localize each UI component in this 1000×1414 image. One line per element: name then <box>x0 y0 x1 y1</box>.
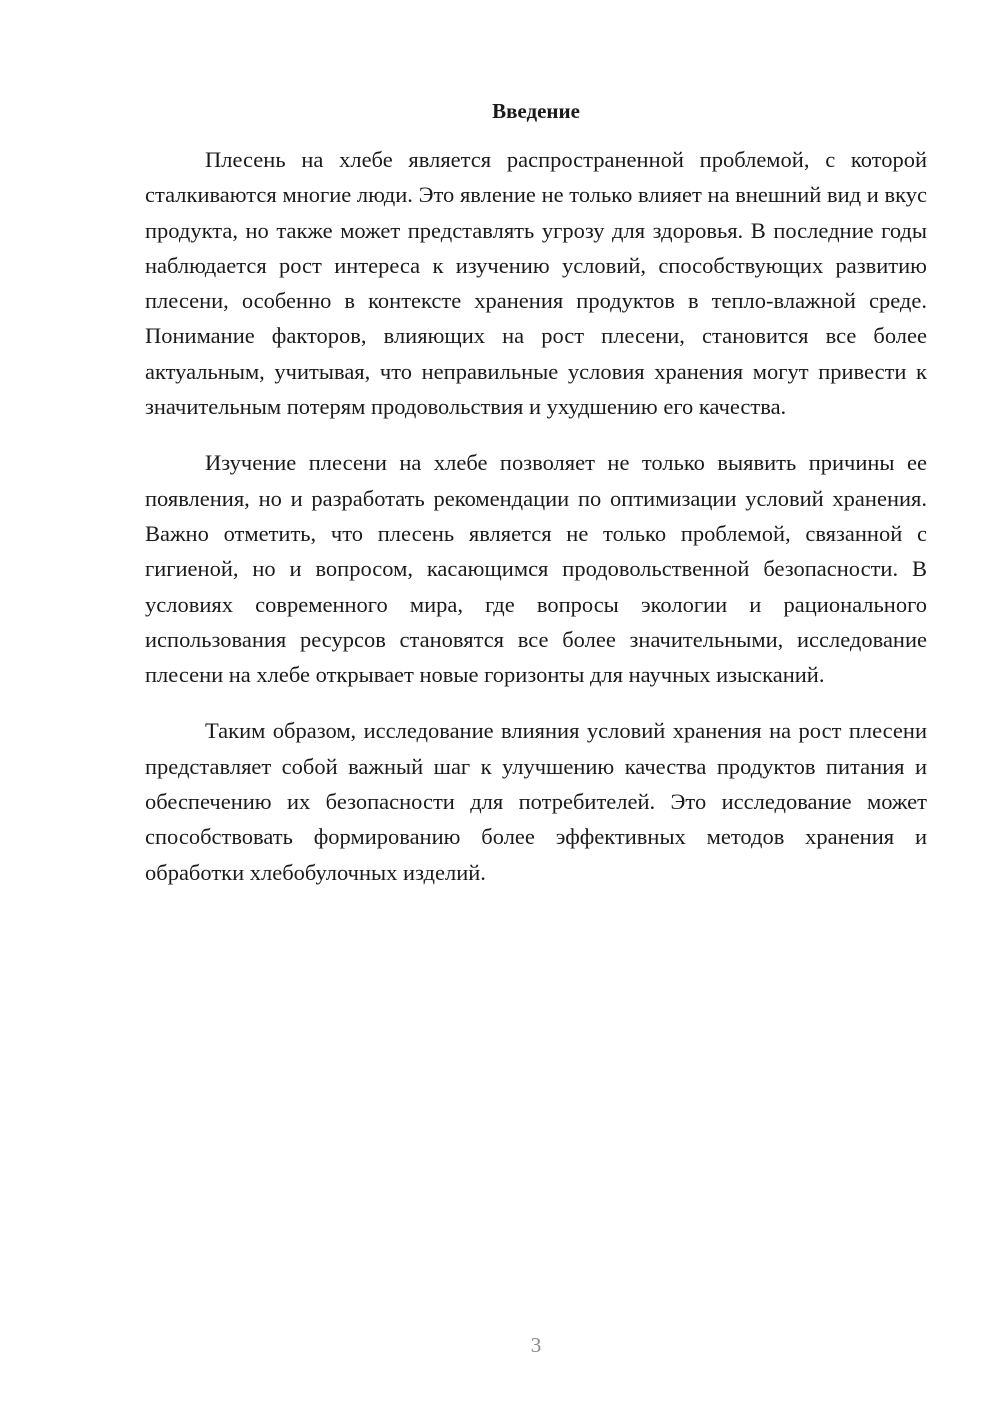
paragraph-3: Таким образом, исследование влияния условий хранения на рост плесени представляет собой важный шаг к улучшению качества продуктов питания и обеспечению их безопасности для потребителей. Это исследование может способствовать формированию более эффективных методов хранения и обработки хлебобулочных изделий. <box>145 718 927 885</box>
section-heading: Введение <box>492 99 580 123</box>
paragraph-2: Изучение плесени на хлебе позволяет не только выявить причины ее появления, но и разработать рекомендации по оптимизации условий хранения. Важно отметить, что плесень является не только проблемой, связанной с гигиеной, но и вопросом, касающимся продовольственной безопасности. В условиях современного мира, где вопросы экологии и рационального использования ресурсов становятся все более значительными, исследование плесени на хлебе открывает новые горизонты для научных изысканий. <box>145 450 927 688</box>
body-text <box>145 142 927 911</box>
page-number: 3 <box>530 1333 542 1357</box>
paragraph-1: Плесень на хлебе является распространенной проблемой, с которой сталкиваются многие люди. Это явление не только влияет на внешний вид и вкус продукта, но также может представлять угрозу для здоровья. В последние годы наблюдается рост интереса к изучению условий, способствующих развитию плесени, особенно в контексте хранения продуктов в тепло-влажной среде. Понимание факторов, влияющих на рост плесени, становится все более актуальным, учитывая, что неправильные условия хранения могут привести к значительным потерям продовольствия и ухудшению его качества. <box>145 147 927 420</box>
